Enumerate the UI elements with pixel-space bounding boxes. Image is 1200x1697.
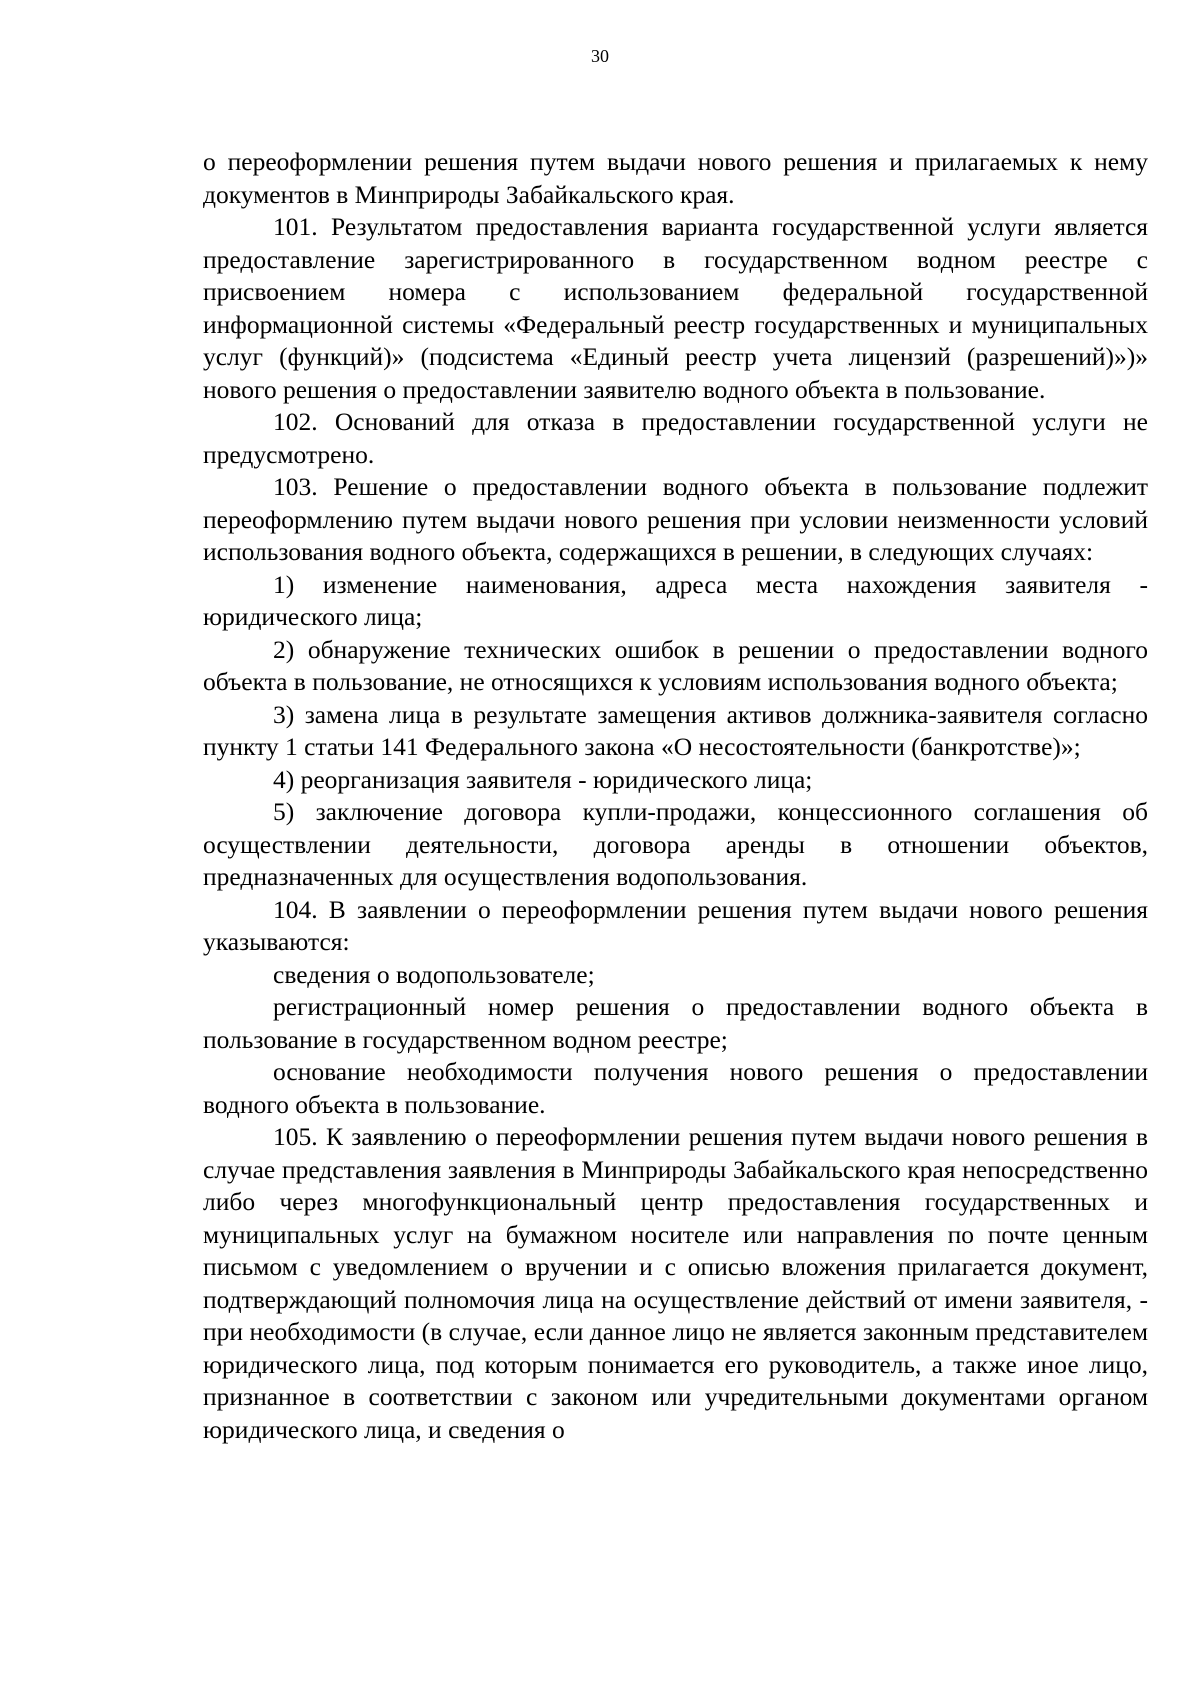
list-item-103-2: 2) обнаружение технических ошибок в решении о предоставлении водного объекта в пользование, не относящихся к условиям использования водного объекта; [203, 634, 1148, 696]
list-item-103-3: 3) замена лица в результате замещения активов должника-заявителя согласно пункту 1 статьи 141 Федерального закона «О несостоятельности (банкротстве)»; [203, 699, 1148, 761]
list-item-103-5: 5) заключение договора купли-продажи, концессионного соглашения об осуществлении деятельности, договора аренды в отношении объектов, предназначенных для осуществления водопользования. [203, 797, 1148, 891]
list-item-104-1: сведения о водопользователе; [273, 959, 595, 989]
paragraph-continuation: о переоформлении решения путем выдачи нового решения и прилагаемых к нему документов в Минприроды Забайкальского края. [203, 147, 1148, 209]
list-item-104-2: регистрационный номер решения о предоставлении водного объекта в пользование в государственном водном реестре; [203, 992, 1148, 1054]
list-item-104-3: основание необходимости получения нового решения о предоставлении водного объекта в пользование. [203, 1057, 1148, 1119]
paragraph-102: 102. Оснований для отказа в предоставлении государственной услуги не предусмотрено. [203, 407, 1148, 469]
paragraph-105: 105. К заявлению о переоформлении решения путем выдачи нового решения в случае представления заявления в Минприроды Забайкальского края непосредственно либо через многофункциональный центр предоставления государственных и муниципальных услуг на бумажном носителе или направления по почте ценным письмом с уведомлением о вручении и с описью вложения прилагается документ, подтверждающий полномочия лица на осуществление действий от имени заявителя, - при необходимости (в случае, если данное лицо не является законным представителем юридического лица, под которым понимается его руководитель, а также иное лицо, признанное в соответствии с законом или учредительными документами органом юридического лица, и сведения о [203, 1122, 1148, 1444]
page-number: 30 [591, 46, 609, 66]
document-body [203, 146, 1148, 1446]
list-item-103-1: 1) изменение наименования, адреса места нахождения заявителя - юридического лица; [203, 569, 1148, 631]
paragraph-104: 104. В заявлении о переоформлении решения путем выдачи нового решения указываются: [203, 894, 1148, 956]
paragraph-101: 101. Результатом предоставления варианта государственной услуги является предоставление зарегистрированного в государственном водном реестре с присвоением номера с использованием федеральной государственной информационной системы «Федеральный реестр государственных и муниципальных услуг (функций)» (подсистема «Единый реестр учета лицензий (разрешений)»)» нового решения о предоставлении заявителю водного объекта в пользование. [203, 212, 1148, 404]
paragraph-103: 103. Решение о предоставлении водного объекта в пользование подлежит переоформлению путем выдачи нового решения при условии неизменности условий использования водного объекта, содержащихся в решении, в следующих случаях: [203, 472, 1148, 566]
list-item-103-4: 4) реорганизация заявителя - юридического лица; [273, 764, 813, 794]
